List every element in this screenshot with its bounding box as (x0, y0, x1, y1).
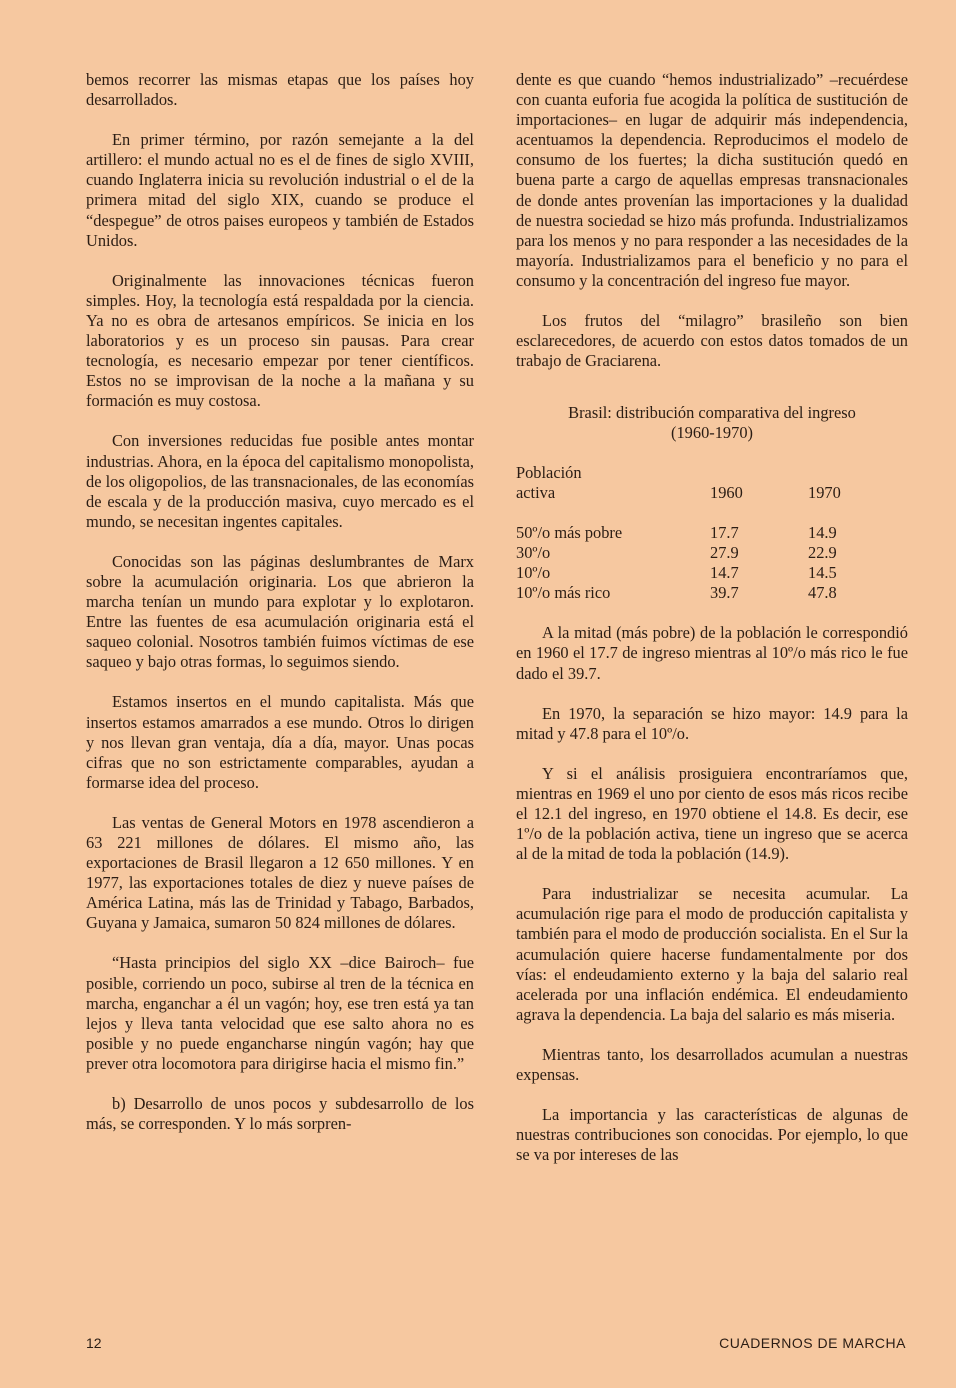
table-title (516, 403, 908, 443)
table-cell: 17.7 (710, 523, 739, 543)
table-cell: 47.8 (808, 583, 837, 603)
right-column (516, 70, 908, 1185)
table-cell: 14.5 (808, 563, 837, 583)
paragraph: b) Desarrollo de unos pocos y subdesarrollo de los más, se corresponden. Y lo más sorpren- (86, 1094, 474, 1134)
table-cell: 50º/o más pobre (516, 523, 623, 543)
table-cell: 10º/o más rico (516, 583, 611, 603)
paragraph: Y si el análisis prosiguiera encontraríamos que, mientras en 1969 el uno por ciento de esos más ricos recibe el 12.1 del ingreso, en 1970 obtiene el 14.8. Es decir, ese 1º/o de la población activa, tiene un ingreso que se acerca al de la mitad de toda la población (14.9). (516, 763, 908, 864)
paragraph: Los frutos del “milagro” brasileño son bien esclarecedores, de acuerdo con estos datos tomados de un trabajo de Graciarena. (516, 311, 908, 371)
paragraph: Conocidas son las páginas deslumbrantes de Marx sobre la acumulación originaria. Los que abrieron la marcha tenían un mundo para explotar y lo explotaron. Entre las fuentes de esa acumulación originaria está el saqueo colonial. Nosotros también fuimos víctimas de ese saqueo y bajo otras formas, lo seguimos siendo. (86, 551, 474, 672)
paragraph: La importancia y las características de algunas de nuestras contribuciones son conocidas. Por ejemplo, lo que se va por intereses de las (516, 1105, 908, 1165)
paragraph: Mientras tanto, los desarrollados acumulan a nuestras expensas. (516, 1044, 908, 1084)
table-title-text: Brasil: distribución comparativa del ingreso (568, 403, 856, 423)
table-cell: 14.9 (808, 523, 837, 543)
paragraph: Con inversiones reducidas fue posible antes montar industrias. Ahora, en la época del capitalismo monopolista, de los oligopolios, de las transnacionales, de las economías de escala y de la producción masiva, cuyo mercado es el mundo, se necesitan ingentes capitales. (86, 431, 474, 531)
quote-paragraph: “Hasta principios del siglo XX –dice Bairoch– fue posible, corriendo un poco, subirse al tren de la técnica en marcha, enganchar a él un vagón; hoy, ese tren está ya tan lejos y lleva tanta velocidad que ese salto ahora no es posible y no puede engancharse ningún vagón; hay que prever otra locomotora para dirigirse hacia el mismo fin.” (86, 953, 474, 1073)
paragraph: Las ventas de General Motors en 1978 ascendieron a 63 221 millones de dólares. El mismo año, las exportaciones de Brasil llegaron a 12 650 millones. Y en 1977, las exportaciones totales de diez y nueve países de América Latina, más las de Trinidad y Tabago, Barbados, Guyana y Jamaica, sumaron 50 824 millones de dólares. (86, 812, 474, 933)
table-cell: 30º/o (516, 543, 551, 563)
table-cell: 27.9 (710, 543, 739, 563)
table-cell: 39.7 (710, 583, 739, 603)
paragraph: Estamos insertos en el mundo capitalista. Más que insertos estamos amarrados a ese mundo. Otros lo dirigen y nos llevan gran ventaja, día a día, mayor. Unas pocas cifras que no son estrictamente comparables, ayudan a formarse idea del proceso. (86, 692, 474, 792)
paragraph: A la mitad (más pobre) de la población le correspondió en 1960 el 17.7 de ingreso mientras al 10º/o más rico le fue dado el 39.7. (516, 623, 908, 683)
table-cell: 22.9 (808, 543, 837, 563)
paragraph: Originalmente las innovaciones técnicas fueron simples. Hoy, la tecnología está respaldada por la ciencia. Ya no es obra de artesanos empíricos. Se inicia en los laboratorios y es un proceso sin pausas. Para crear tecnología, es necesario empezar por tener científicos. Estos no se improvisan de la noche a la mañana y su formación es muy costosa. (86, 270, 474, 411)
column-header: Población activa (516, 463, 582, 503)
paragraph: bemos recorrer las mismas etapas que los países hoy desarrollados. (86, 70, 474, 110)
page-number: 12 (86, 1335, 102, 1351)
table-cell: 14.7 (710, 563, 739, 583)
paragraph: En primer término, por razón semejante a la del artillero: el mundo actual no es el de fines de siglo XVIII, cuando Inglaterra inicia su revolución industrial o el de la primera mitad del siglo XIX, cuando se produce el “despegue” de otros paises europeos y también de Estados Unidos. (86, 130, 474, 250)
table-cell: 10º/o (516, 563, 551, 583)
column-header: 1970 (808, 483, 841, 503)
income-table (516, 463, 908, 603)
publication-name: CUADERNOS DE MARCHA (719, 1335, 906, 1351)
left-column (86, 70, 474, 1154)
paragraph: dente es que cuando “hemos industrializado” –recuérdese con cuanta euforia fue acogida la política de sustitución de importaciones– en lugar de adquirir más independencia, acentuamos la dependencia. Reproducimos el modelo de consumo de los fuertes; la dicha sustitución quedó en buena parte a cargo de aquellas empresas transnacionales de donde antes provenían las importaciones y la dualidad de nuestra sociedad se hizo más profunda. Industrializamos para los menos y no para responder a las necesidades de la mayoría. Industrializamos para el beneficio y no para el consumo y la concentración del ingreso fue mayor. (516, 70, 908, 290)
table-subtitle: (1960-1970) (671, 423, 753, 443)
paragraph: Para industrializar se necesita acumular. La acumulación rige para el modo de producción capitalista y también para el modo de producción socialista. En el Sur la acumulación quiere hacerse fundamentalmente por dos vías: el endeudamiento externo y la baja del salario real acelerada por una inflación endémica. El endeudamiento agrava la dependencia. La baja del salario es más miseria. (516, 884, 908, 1024)
paragraph: En 1970, la separación se hizo mayor: 14.9 para la mitad y 47.8 para el 10º/o. (516, 703, 908, 743)
column-header: 1960 (710, 483, 743, 503)
